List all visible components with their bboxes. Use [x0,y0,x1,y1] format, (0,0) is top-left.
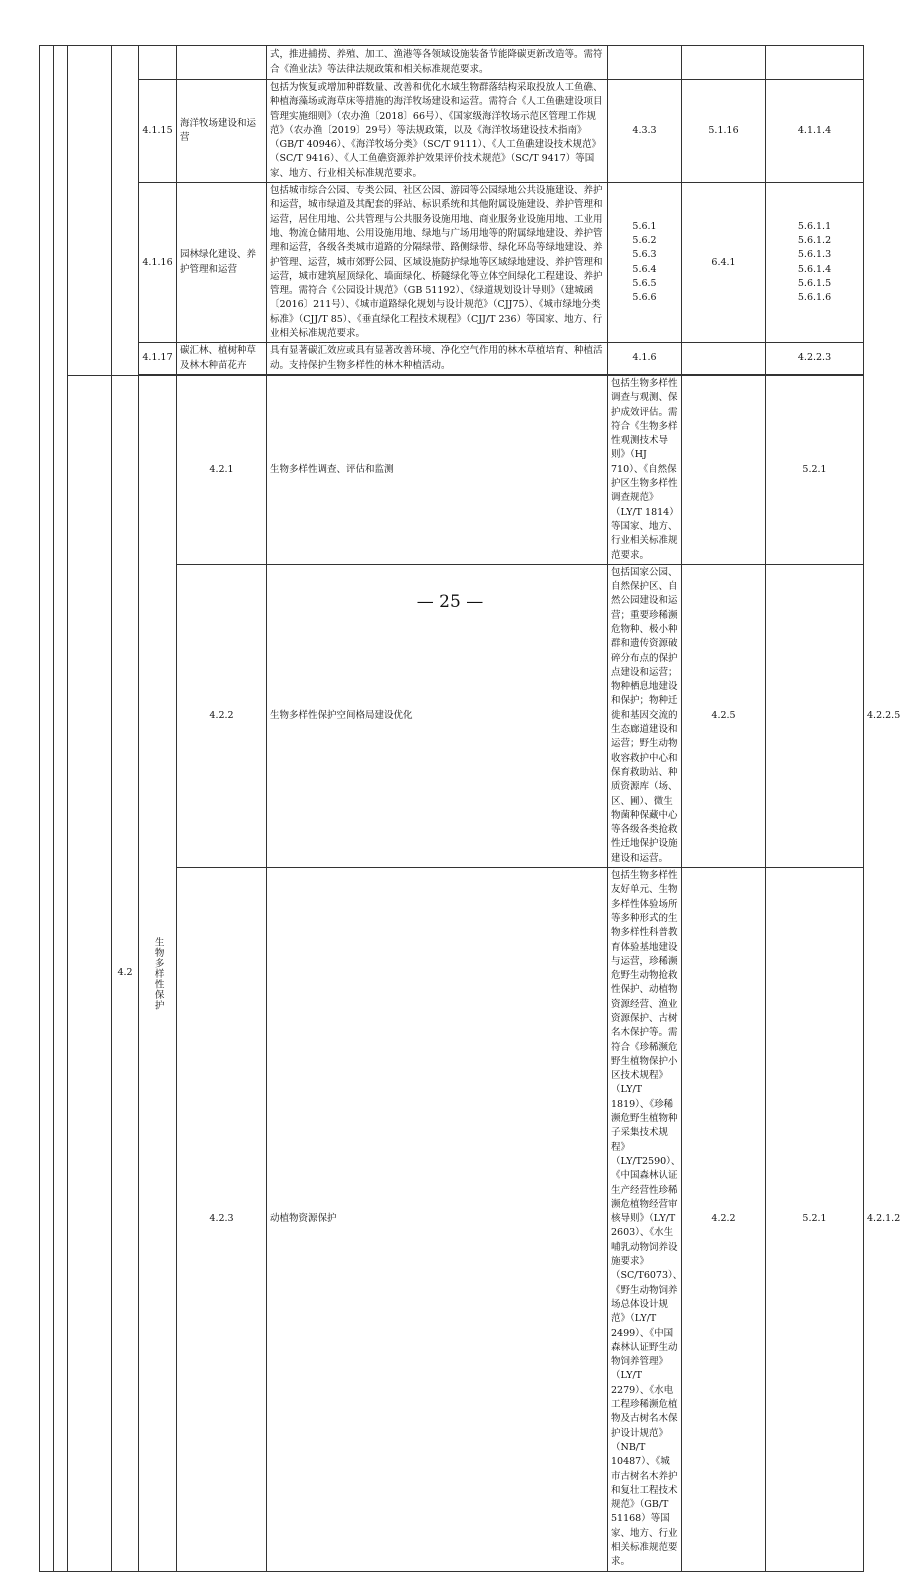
ref-code: 5.6.4 [632,263,657,275]
ref-col-b: 5.2.1 [766,375,864,564]
item-description: 包括为恢复或增加种群数量、改善和优化水域生物群落结构采取投放人工鱼礁、种植海藻场或海草床等措施的海洋牧场建设和运营。需符合《人工鱼礁建设项目管理实施细则》（农办渔〔2018〕66号）、《国家级海洋牧场示范区管理工作规范》（农办渔〔2019〕29号）等法规政策，以及《海洋牧场建设技术指南》（GB/T 40946）、《海洋牧场分类》（SC/T 9111）、《人工鱼礁建设技术规范》（SC/T 9416）、《人工鱼礁资源养护效果评价技术规范》（SC/T 9417）等国家、地方、行业相关标准规范要求。 [267,80,608,183]
ref-code: 5.6.1.3 [797,249,832,261]
ref-col-c [766,46,864,80]
section-code: 4.2 [112,375,139,1571]
ref-col-a [608,46,682,80]
item-code: 4.1.16 [139,183,177,343]
ref-code: 5.6.1.1 [797,220,832,232]
level3-column [68,375,112,1571]
ref-col-a: 4.3.3 [608,80,682,183]
page-number: — 25 — [416,592,484,612]
item-code: 4.2.1 [177,375,267,564]
item-name: 生物多样性保护空间格局建设优化 [267,564,608,867]
item-description: 包括国家公园、自然保护区、自然公园建设和运营；重要珍稀濒危物种、极小种群和遗传资源破碎分布点的保护点建设和运营；物种栖息地建设和保护；物种迁徙和基因交流的生态廊道建设和运营；野生动物收容救护中心和保育救助站、种质资源库（场、区、圃）、微生物菌种保藏中心等各级各类抢救性迁地保护设施建设和运营。 [608,564,682,867]
item-description: 具有显著碳汇效应或具有显著改善环境、净化空气作用的林木草植培育、种植活动。支持保护生物多样性的林木种植活动。 [267,343,608,375]
table-row: 4.2.2 生物多样性保护空间格局建设优化 包括国家公园、自然保护区、自然公园建设和运营；重要珍稀濒危物种、极小种群和遗传资源破碎分布点的保护点建设和运营；物种栖息地建设和保护；物种迁徙和基因交流的生态廊道建设和运营；野生动物收容救护中心和保育救助站、种质资源库（场、区、圃）、微生物菌种保藏中心等各级各类抢救性迁地保护设施建设和运营。 4.2.5 4.2.2.5 [40,564,864,867]
level3-column [68,46,112,376]
ref-col-c: 4.2.2.3 [766,343,864,375]
item-code: 4.1.15 [139,80,177,183]
item-code: 4.2.2 [177,564,267,867]
ref-col-a [682,375,766,564]
ref-code: 5.6.6 [632,292,657,304]
table-row: 4.2.3 动植物资源保护 包括生物多样性友好单元、生物多样性体验场所等多种形式的生物多样性科普教育体验基地建设与运营，珍稀濒危野生动物抢救性保护、动植物资源经营、渔业资源保护、古树名木保护等。需符合《珍稀濒危野生植物保护小区技术规程》（LY/T 1819）、《珍稀濒危野生植物种子采集技术规程》（LY/T2590）、《中国森林认证生产经营性珍稀濒危植物经营审核导则》（LY/T 2603）、《水生哺乳动物饲养设施要求》（SC/T6073）、《野生动物饲养场总体设计规范》（LY/T 2499）、《中国森林认证野生动物饲养管理》（LY/T 2279）、《水电工程珍稀濒危植物及古树名木保护设计规范》（NB/T 10487）、《城市古树名木养护和复壮工程技术规范》（GB/T 51168）等国家、地方、行业相关标准规范要求。 4.2.2 5.2.1 4.2.1.2 [40,868,864,1572]
level1-column [40,46,54,1572]
ref-code: 5.6.3 [632,249,657,261]
ref-code: 5.6.1.6 [797,292,832,304]
section-41-column [112,46,139,376]
ref-col-b [682,343,766,375]
table-row [40,375,864,564]
item-name: 动植物资源保护 [267,868,608,1572]
catalog-table [39,45,900,1572]
ref-code: 5.6.1 [632,220,657,232]
ref-code: 5.6.2 [632,235,657,247]
table-row [40,46,864,80]
item-code [139,46,177,80]
item-name: 生物多样性调查、评估和监测 [267,375,608,564]
item-code: 4.2.3 [177,868,267,1572]
table-row [40,80,864,183]
item-name: 海洋牧场建设和运营 [177,80,267,183]
item-name: 园林绿化建设、养护管理和运营 [177,183,267,343]
ref-col-b: 6.4.1 [682,183,766,343]
ref-col-b [682,46,766,80]
item-name [177,46,267,80]
ref-code: 5.6.5 [632,278,657,289]
ref-col-b: 5.2.1 [766,868,864,1572]
ref-col-a: 4.2.5 [682,564,766,867]
ref-col-a: 4.1.6 [608,343,682,375]
ref-code: 5.6.1.2 [797,235,832,247]
ref-col-c [766,183,864,343]
ref-col-a [608,183,682,343]
item-description: 包括生物多样性友好单元、生物多样性体验场所等多种形式的生物多样性科普教育体验基地建设与运营，珍稀濒危野生动物抢救性保护、动植物资源经营、渔业资源保护、古树名木保护等。需符合《珍稀濒危野生植物保护小区技术规程》（LY/T 1819）、《珍稀濒危野生植物种子采集技术规程》（LY/T2590）、《中国森林认证生产经营性珍稀濒危植物经营审核导则》（LY/T 2603）、《水生哺乳动物饲养设施要求》（SC/T6073）、《野生动物饲养场总体设计规范》（LY/T 2499）、《中国森林认证野生动物饲养管理》（LY/T 2279）、《水电工程珍稀濒危植物及古树名木保护设计规范》（NB/T 10487）、《城市古树名木养护和复壮工程技术规范》（GB/T 51168）等国家、地方、行业相关标准规范要求。 [608,868,682,1572]
section-title: 生物多样性保护 [139,375,177,1571]
item-description: 包括生物多样性调查与观测、保护成效评估。需符合《生物多样性观测技术导则》（HJ 710）、《自然保护区生物多样性调查规范》（LY/T 1814）等国家、地方、行业相关标准规范要求。 [608,375,682,564]
item-description: 式，推进捕捞、养殖、加工、渔港等各领域设施装备节能降碳更新改造等。需符合《渔业法》等法律法规政策和相关标准规范要求。 [267,46,608,80]
table-row [40,343,864,375]
ref-code: 5.6.1.5 [797,278,832,289]
level2-column [54,46,68,1572]
ref-col-c: 4.1.1.4 [766,80,864,183]
item-description: 包括城市综合公园、专类公园、社区公园、游园等公园绿地公共设施建设、养护和运营，城市绿道及其配套的驿站、标识系统和其他附属设施建设、养护管理和运营，居住用地、公共管理与公共服务设施用地、商业服务业设施用地、工业用地、物流仓储用地、公用设施用地、绿地与广场用地等的附属绿地建设、养护管理和运营，各级各类城市道路的分隔绿带、路侧绿带、绿化环岛等绿地建设、养护管理、运营，城市郊野公园、区域设施防护绿地等区域绿地建设、养护管理和运营，城市建筑屋顶绿化、墙面绿化、桥隧绿化等立体空间绿化工程建设、养护管理。需符合《公园设计规范》（GB 51192）、《绿道规划设计导则》（建城函〔2016〕211号）、《城市道路绿化规划与设计规范》（CJJ75）、《城市绿地分类标准》（CJJ/T 85）、《垂直绿化工程技术规程》（CJJ/T 236）等国家、地方、行业相关标准规范要求。 [267,183,608,343]
table-row [40,183,864,343]
ref-code: 5.6.1.4 [797,263,832,275]
item-code: 4.1.17 [139,343,177,375]
ref-col-b: 5.1.16 [682,80,766,183]
item-name: 碳汇林、植树种草及林木种苗花卉 [177,343,267,375]
ref-col-a: 4.2.2 [682,868,766,1572]
